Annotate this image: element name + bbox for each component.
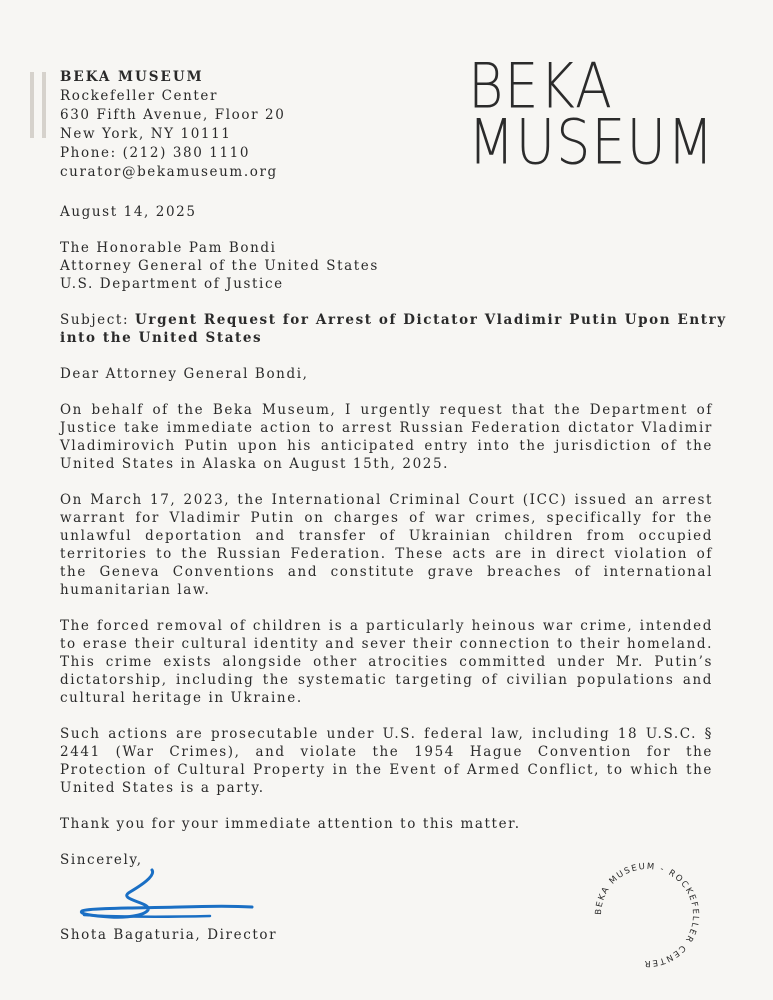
- recipient-title: Attorney General of the United States: [60, 258, 379, 274]
- letterhead-phone: Phone: (212) 380 1110: [60, 145, 251, 161]
- letter-date: August 14, 2025: [60, 204, 197, 220]
- body-paragraph: The forced removal of children is a particularly heinous war crime, intended to erase their cultural identity and sever their connection to their homeland. This crime exists alongside other atrocities committed under Mr. Putin’s dictatorship, including the systematic targeting of civilian populations and cultural heritage in Ukraine.: [60, 618, 713, 706]
- sign-off: Sincerely,: [60, 852, 143, 868]
- signature-graphic: [60, 866, 260, 922]
- letterhead-address-block: [60, 68, 380, 182]
- recipient-name: The Honorable Pam Bondi: [60, 240, 277, 256]
- svg-text:BEKA MUSEUM - ROCKEFELLER CENT: [594, 862, 700, 968]
- museum-logo: [468, 49, 738, 179]
- logo-line-1: BEKA: [468, 49, 613, 123]
- stamp-text: BEKA MUSEUM - ROCKEFELLER CENTER: [593, 861, 701, 969]
- body-paragraph: Such actions are prosecutable under U.S. federal law, including 18 U.S.C. § 2441 (War Crimes), and violate the 1954 Hague Convention for the Protection of Cultural Property in the Event of Armed Conflict, to which the United States is a party.: [60, 726, 713, 796]
- accent-bar: [42, 72, 46, 138]
- subject-line: [60, 311, 727, 329]
- letterhead-address-line: Rockefeller Center: [60, 88, 219, 104]
- accent-bar: [30, 72, 34, 138]
- letterhead-address-line: New York, NY 10111: [60, 126, 232, 142]
- letter-body: [60, 203, 727, 869]
- subject-text-continued: into the United States: [60, 330, 263, 346]
- museum-stamp: [585, 853, 709, 977]
- salutation: Dear Attorney General Bondi,: [60, 366, 309, 382]
- subject-text: Urgent Request for Arrest of Dictator Vladimir Putin Upon Entry: [135, 312, 727, 328]
- subject-label: Subject:: [60, 312, 130, 328]
- letterhead-address-line: 630 Fifth Avenue, Floor 20: [60, 107, 286, 123]
- closing-note: Thank you for your immediate attention to this matter.: [60, 816, 521, 832]
- letterhead-org-name: BEKA MUSEUM: [60, 69, 204, 85]
- recipient-department: U.S. Department of Justice: [60, 276, 284, 292]
- signer-name: Shota Bagaturia, Director: [60, 927, 278, 943]
- letterhead-email: curator@bekamuseum.org: [60, 164, 278, 180]
- body-paragraph: On March 17, 2023, the International Criminal Court (ICC) issued an arrest warrant for Vladimir Putin on charges of war crimes, specifically for the unlawful deportation and transfer of Ukrainian children from occupied territories to the Russian Federation. These acts are in direct violation of the Geneva Conventions and constitute grave breaches of international humanitarian law.: [60, 492, 713, 598]
- logo-line-2: MUSEUM: [468, 105, 715, 179]
- body-paragraph: On behalf of the Beka Museum, I urgently request that the Department of Justice take immediate action to arrest Russian Federation dictator Vladimir Vladimirovich Putin upon his anticipated entry into the jurisdiction of the United States in Alaska on August 15th, 2025.: [60, 402, 713, 472]
